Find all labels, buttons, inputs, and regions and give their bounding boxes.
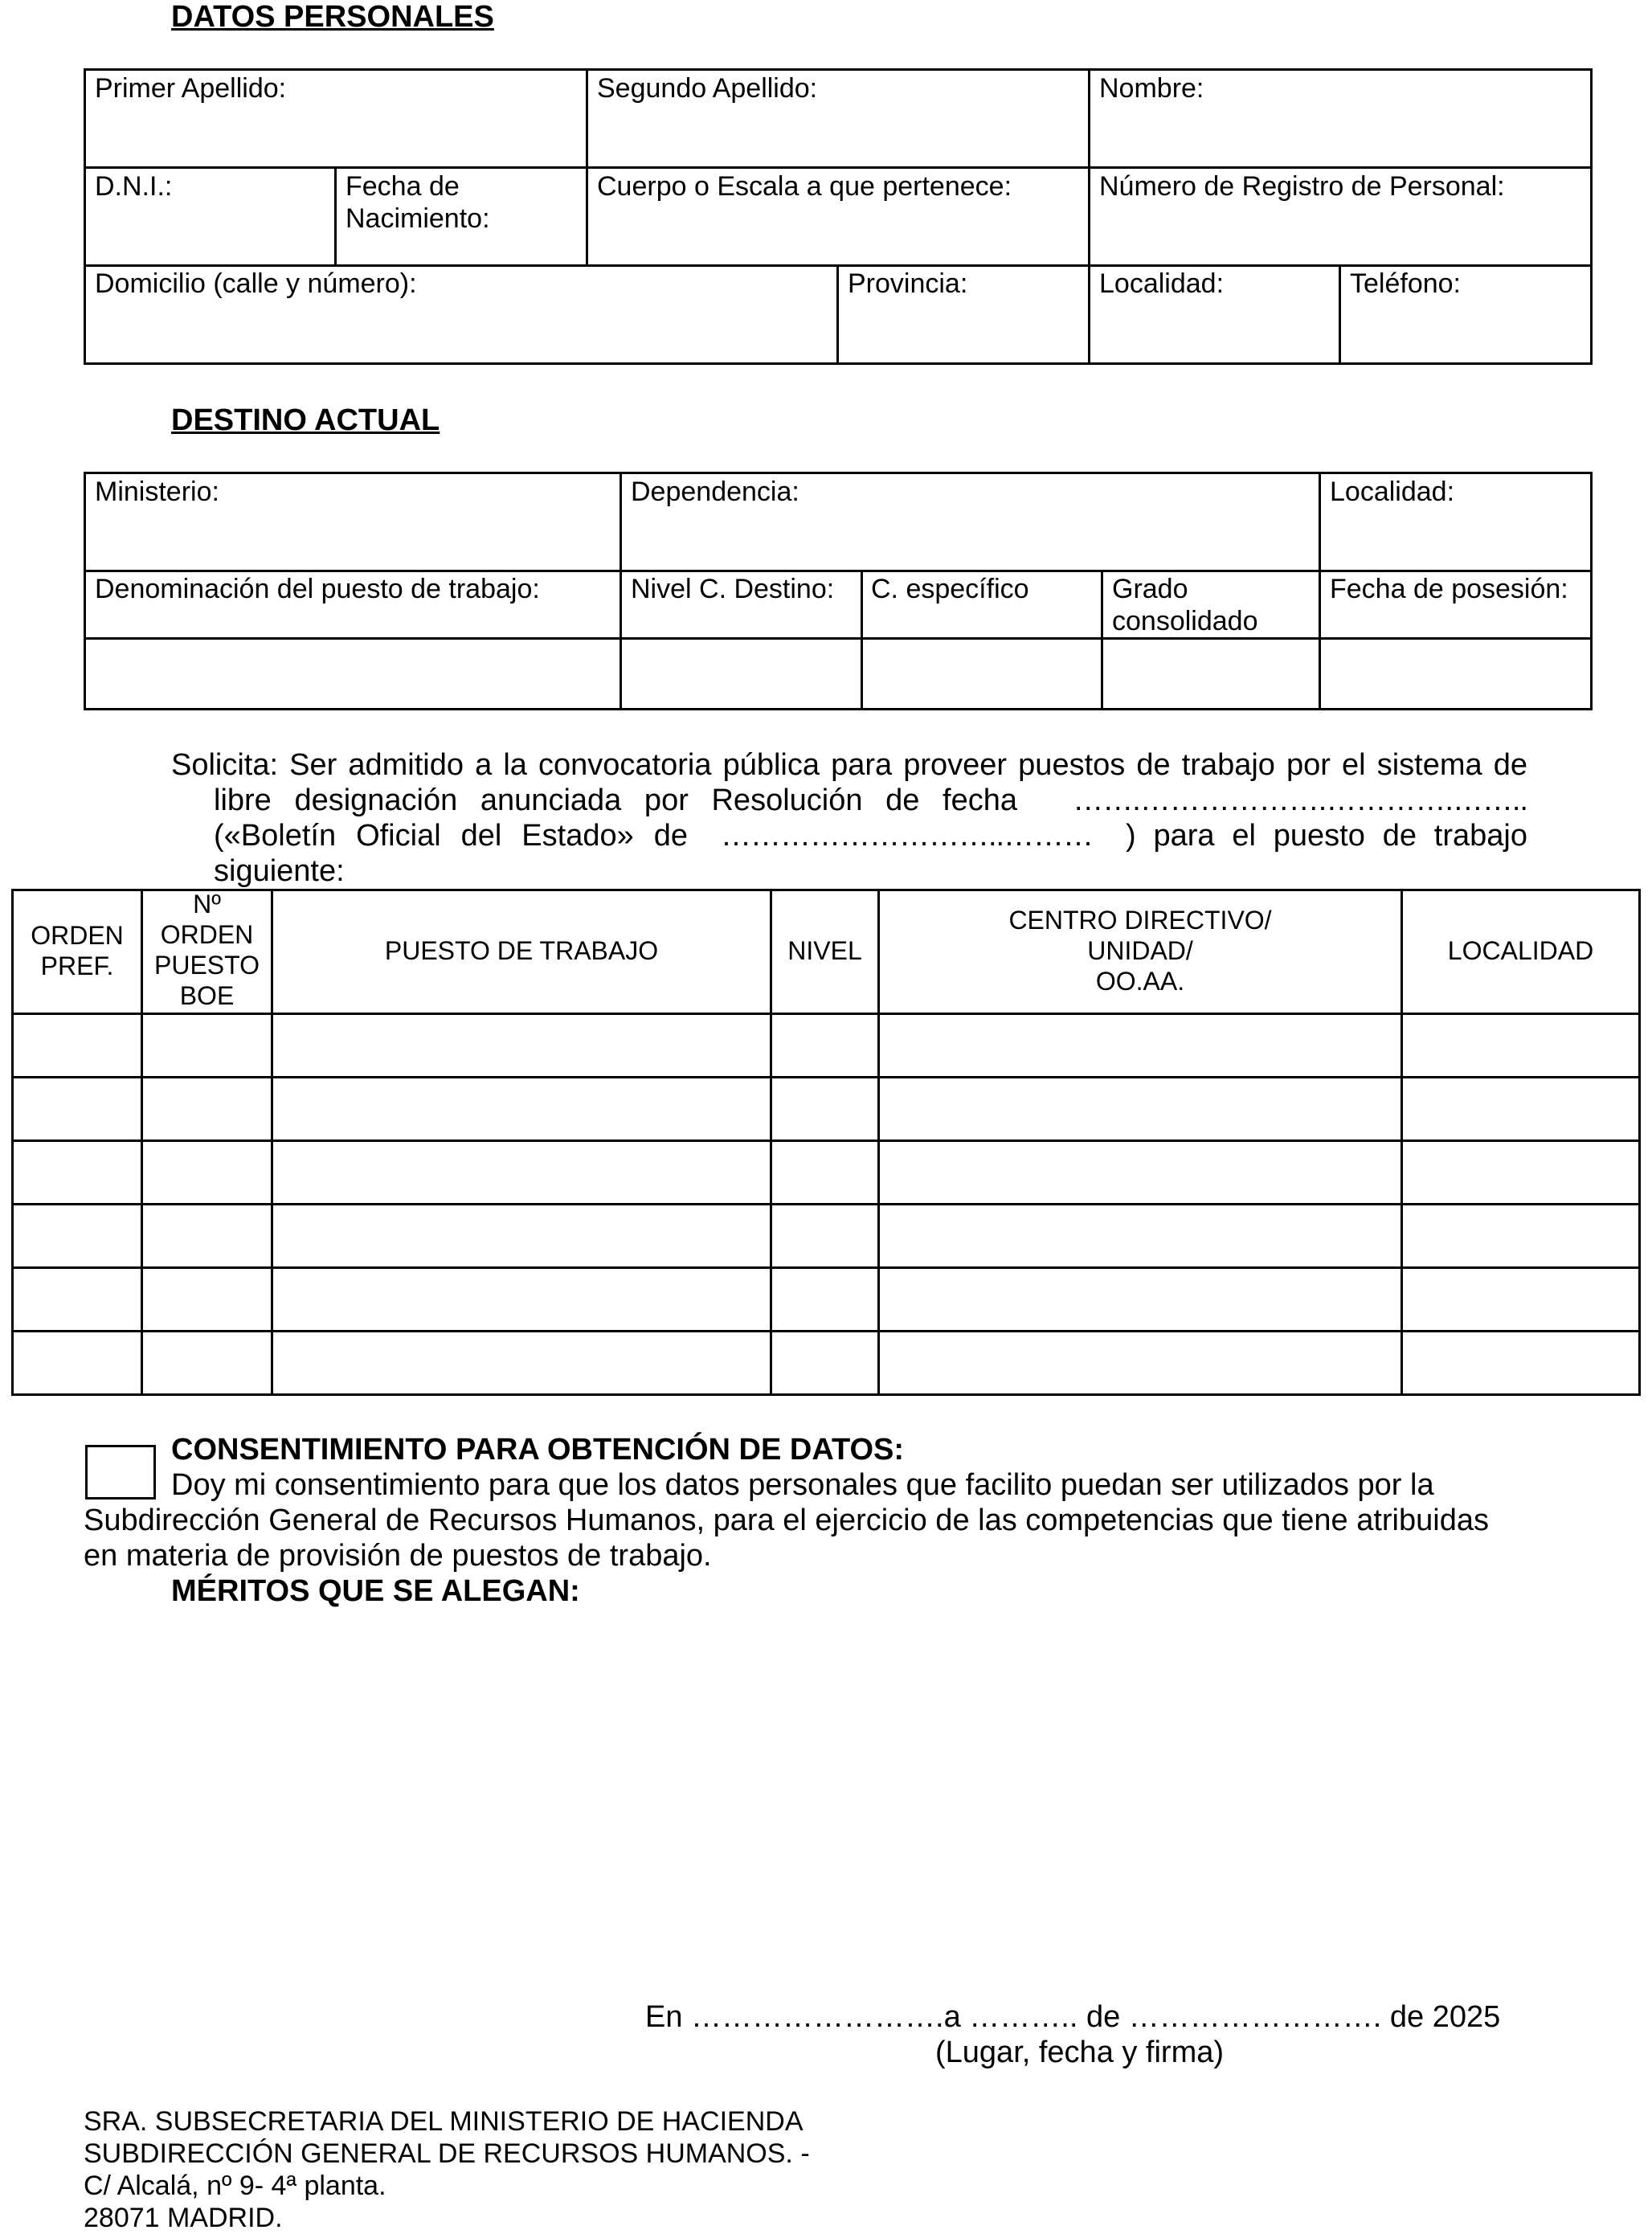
meritos-area[interactable] <box>84 1615 1593 1993</box>
meritos-title: MÉRITOS QUE SE ALEGAN: <box>171 1574 580 1608</box>
consent-line2: Subdirección General de Recursos Humanos, para el ejercicio de las competencias que tiene atribuidas <box>84 1504 1489 1537</box>
fecha-nacimiento-field-line1[interactable]: Fecha de <box>346 171 460 202</box>
nivel-destino-input[interactable] <box>622 640 861 708</box>
col-orden-puesto-boe: Nº ORDEN PUESTO BOE <box>154 890 260 1010</box>
segundo-apellido-field[interactable]: Segundo Apellido: <box>597 73 818 104</box>
grado-consolidado-label-line2: consolidado <box>1112 606 1258 636</box>
col-nivel: NIVEL <box>787 936 862 965</box>
grado-consolidado-input[interactable] <box>1103 640 1319 708</box>
address-line2: SUBDIRECCIÓN GENERAL DE RECURSOS HUMANOS. - <box>84 2138 810 2169</box>
table-row[interactable] <box>14 1142 1638 1203</box>
solicita-paragraph <box>171 747 1527 783</box>
table-row[interactable] <box>14 1332 1638 1393</box>
telefono-field[interactable]: Teléfono: <box>1350 268 1461 299</box>
solicita-line3-text: («Boletín Oficial del Estado» de <box>214 819 688 853</box>
col-orden-pref: ORDEN PREF. <box>31 921 124 980</box>
consent-title: CONSENTIMIENTO PARA OBTENCIÓN DE DATOS: <box>171 1433 905 1467</box>
consent-checkbox[interactable] <box>85 1445 156 1500</box>
table-row[interactable] <box>14 1078 1638 1140</box>
boe-fecha-blank[interactable]: ………………………..……… <box>720 819 1094 853</box>
solicita-line1: Solicita: Ser admitido a la convocatoria pública para proveer puestos de trabajo por el sistema de <box>171 748 1527 782</box>
ministerio-field[interactable]: Ministerio: <box>95 477 219 507</box>
complemento-especifico-label: C. específico <box>871 574 1029 604</box>
denominacion-puesto-input[interactable] <box>86 640 620 708</box>
destino-heading: DESTINO ACTUAL <box>171 403 440 437</box>
resolucion-fecha-blank[interactable]: …….……………….………….…….. <box>1073 784 1527 817</box>
destino-localidad-field[interactable]: Localidad: <box>1330 477 1455 507</box>
denominacion-puesto-label: Denominación del puesto de trabajo: <box>95 574 540 604</box>
localidad-field[interactable]: Localidad: <box>1099 268 1225 299</box>
primer-apellido-field[interactable]: Primer Apellido: <box>95 73 287 104</box>
complemento-especifico-input[interactable] <box>863 640 1101 708</box>
consent-line3: en materia de provisión de puestos de trabajo. <box>84 1539 712 1573</box>
table-row[interactable] <box>14 1015 1638 1076</box>
solicita-line3 <box>214 818 1527 853</box>
col-localidad: LOCALIDAD <box>1447 936 1594 965</box>
address-line1: SRA. SUBSECRETARIA DEL MINISTERIO DE HACIENDA <box>84 2106 804 2137</box>
domicilio-field[interactable]: Domicilio (calle y número): <box>95 268 417 299</box>
solicita-line2-text: libre designación anunciada por Resolución de fecha <box>214 784 1017 817</box>
table-row[interactable] <box>14 1205 1638 1266</box>
fecha-posesion-input[interactable] <box>1321 640 1590 708</box>
solicita-line3-end: ) para el puesto de trabajo <box>1126 819 1527 853</box>
provincia-field[interactable]: Provincia: <box>848 268 968 299</box>
solicita-line2 <box>214 783 1527 818</box>
dependencia-field[interactable]: Dependencia: <box>631 477 799 507</box>
fecha-posesion-label: Fecha de posesión: <box>1330 574 1568 604</box>
col-centro-directivo: CENTRO DIRECTIVO/ UNIDAD/ OO.AA. <box>1008 906 1272 996</box>
solicita-line4: siguiente: <box>214 854 345 888</box>
address-line3: C/ Alcalá, nº 9- 4ª planta. <box>84 2171 386 2201</box>
nivel-destino-label: Nivel C. Destino: <box>631 574 835 604</box>
col-puesto-trabajo: PUESTO DE TRABAJO <box>384 936 659 965</box>
address-line4: 28071 MADRID. <box>84 2203 283 2233</box>
grado-consolidado-label-line1: Grado <box>1112 574 1188 604</box>
signature-place-date[interactable]: En …………………….a ……….. de ……………………. de 2025 <box>645 2000 1501 2034</box>
cuerpo-escala-field[interactable]: Cuerpo o Escala a que pertenece: <box>597 171 1012 202</box>
fecha-nacimiento-field-line2[interactable]: Nacimiento: <box>346 203 490 234</box>
nombre-field[interactable]: Nombre: <box>1099 73 1204 104</box>
registro-personal-field[interactable]: Número de Registro de Personal: <box>1099 171 1505 202</box>
recipient-address <box>84 2105 810 2234</box>
table-row[interactable] <box>14 1269 1638 1330</box>
personal-heading: DATOS PERSONALES <box>171 0 494 34</box>
dni-field[interactable]: D.N.I.: <box>95 171 173 202</box>
signature-caption: (Lugar, fecha y firma) <box>935 2036 1225 2069</box>
consent-line1: Doy mi consentimiento para que los datos personales que facilito puedan ser utilizados por la <box>171 1468 1434 1502</box>
